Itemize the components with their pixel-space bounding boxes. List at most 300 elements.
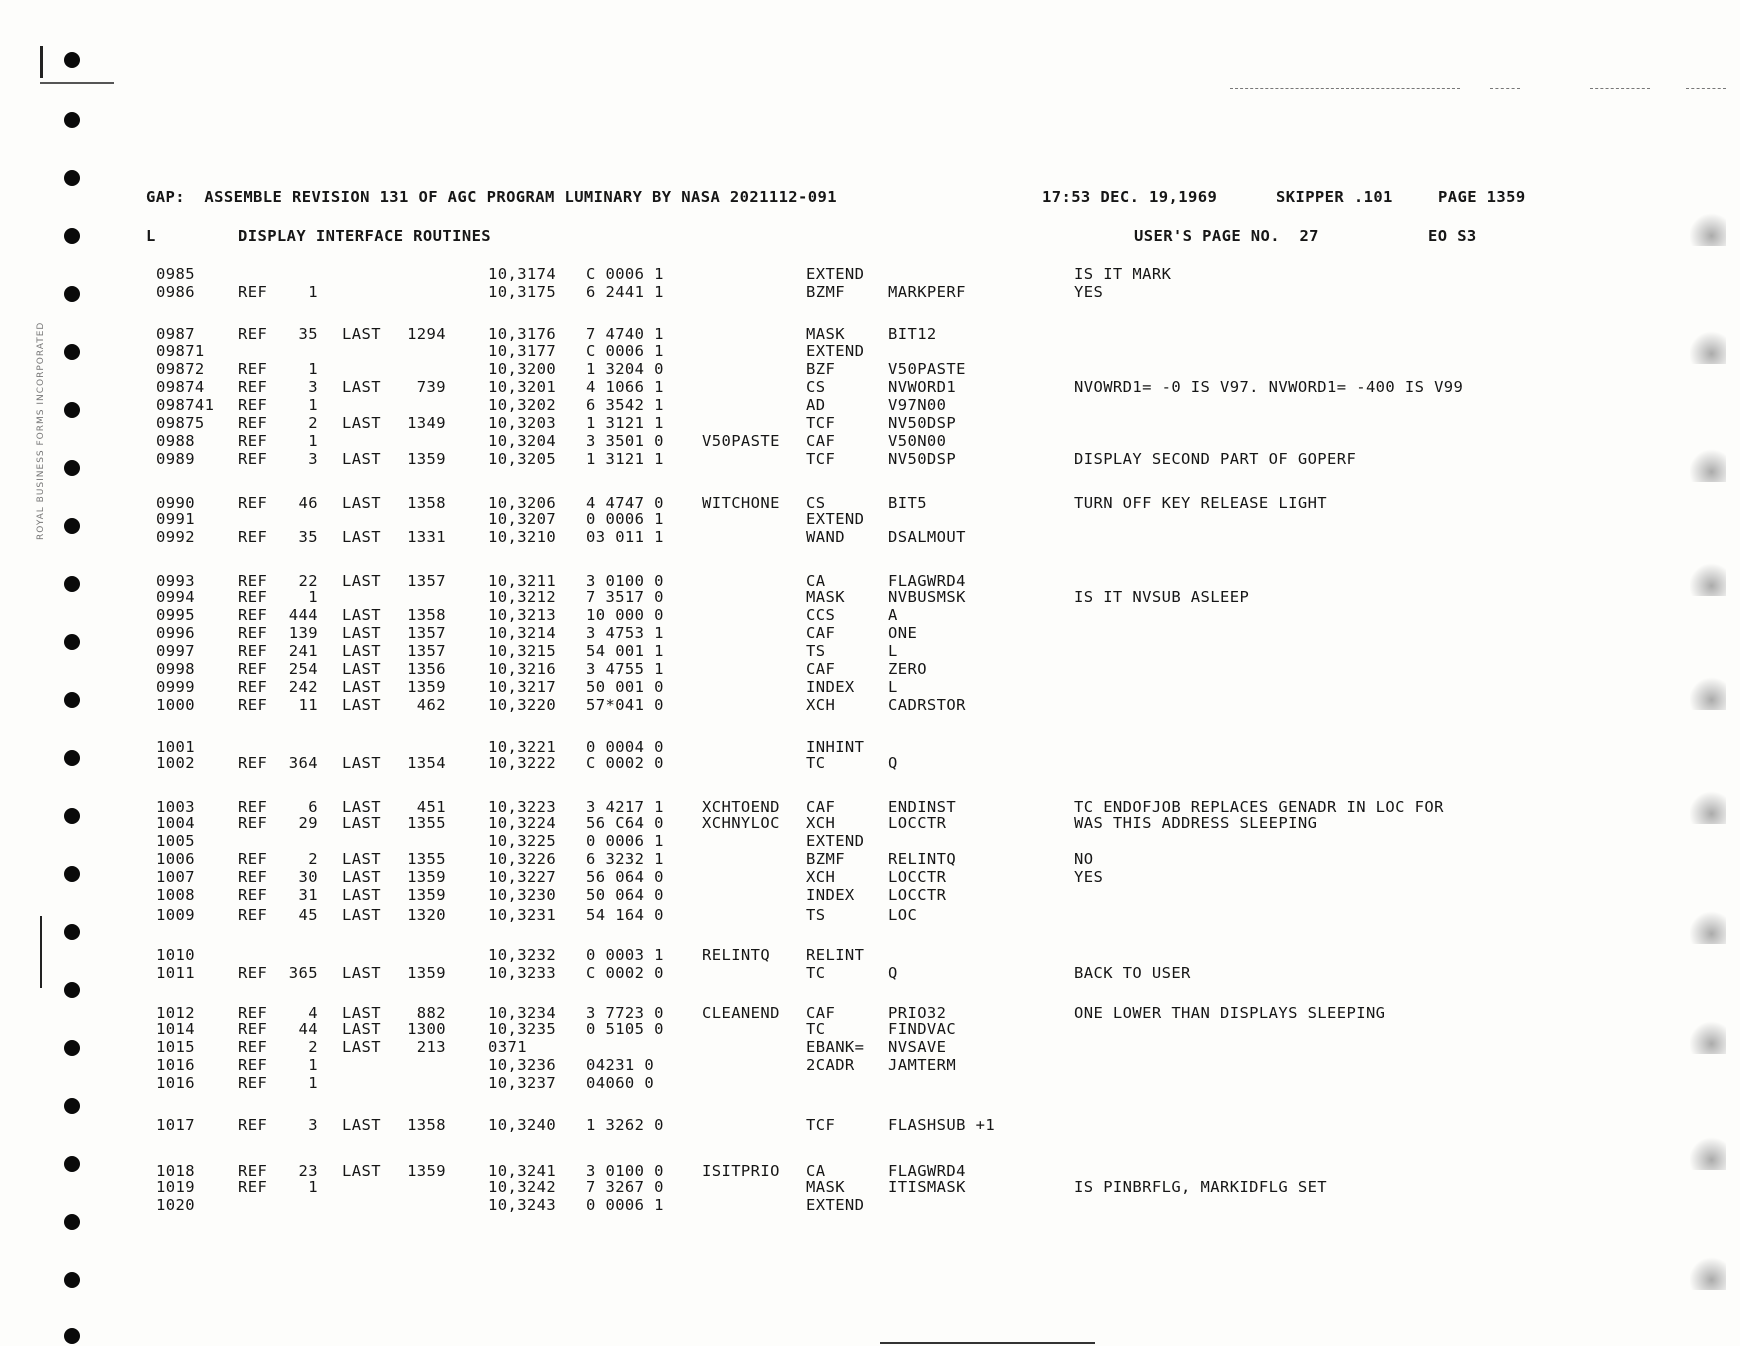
- listing-cell-ref: REF: [238, 696, 268, 714]
- listing-cell-n: 1020: [156, 1196, 195, 1214]
- listing-cell-arg: BIT5: [888, 494, 927, 512]
- listing-cell-code: 50 064 0: [586, 886, 664, 904]
- listing-cell-addr: 10,3234: [488, 1004, 557, 1022]
- listing-cell-last: LAST: [342, 696, 381, 714]
- listing-cell-last: LAST: [342, 528, 381, 546]
- listing-cell-label: XCHNYLOC: [702, 814, 780, 832]
- listing-cell-op: CS: [806, 494, 826, 512]
- listing-cell-code: 04231 0: [586, 1056, 655, 1074]
- listing-cell-ref: REF: [238, 1116, 268, 1134]
- listing-cell-cnt: 45: [298, 906, 318, 924]
- listing-cell-arg: LOCCTR: [888, 868, 947, 886]
- listing-cell-op: TC: [806, 754, 826, 772]
- listing-cell-cnt: 1: [308, 432, 318, 450]
- listing-cell-op: TC: [806, 1020, 826, 1038]
- listing-cell-code: 50 001 0: [586, 678, 664, 696]
- listing-cell-last: LAST: [342, 624, 381, 642]
- feed-hole-icon: [64, 1098, 80, 1114]
- user-page-number: USER'S PAGE NO. 27: [1134, 227, 1319, 245]
- listing-cell-op: CA: [806, 1162, 826, 1180]
- listing-cell-ref: REF: [238, 414, 268, 432]
- smudge-mark: [1690, 448, 1726, 482]
- listing-cell-last: LAST: [342, 494, 381, 512]
- listing-cell-comment: NO: [1074, 850, 1094, 868]
- listing-cell-n: 0987: [156, 325, 195, 343]
- listing-cell-addr: 10,3213: [488, 606, 557, 624]
- feed-hole-icon: [64, 924, 80, 940]
- listing-cell-n: 1003: [156, 798, 195, 816]
- listing-cell-n: 0999: [156, 678, 195, 696]
- listing-cell-last: LAST: [342, 572, 381, 590]
- listing-cell-ref: REF: [238, 642, 268, 660]
- listing-cell-cnt: 1: [308, 1178, 318, 1196]
- smudge-mark: [1690, 676, 1726, 710]
- feed-hole-icon: [64, 1040, 80, 1056]
- listing-cell-cnt: 46: [298, 494, 318, 512]
- listing-cell-lastn: 1358: [407, 606, 446, 624]
- listing-cell-op: EXTEND: [806, 832, 865, 850]
- listing-cell-n: 1011: [156, 964, 195, 982]
- listing-cell-last: LAST: [342, 642, 381, 660]
- listing-cell-code: 4 4747 0: [586, 494, 664, 512]
- listing-cell-ref: REF: [238, 886, 268, 904]
- listing-cell-last: LAST: [342, 1116, 381, 1134]
- top-dash-line: [1590, 88, 1650, 89]
- listing-cell-last: LAST: [342, 1004, 381, 1022]
- listing-cell-ref: REF: [238, 814, 268, 832]
- listing-cell-arg: PRIO32: [888, 1004, 947, 1022]
- listing-cell-n: 0994: [156, 588, 195, 606]
- listing-cell-lastn: 739: [416, 378, 446, 396]
- top-dash-line: [1230, 88, 1460, 89]
- listing-cell-cnt: 254: [288, 660, 318, 678]
- listing-cell-arg: A: [888, 606, 898, 624]
- listing-cell-label: XCHTOEND: [702, 798, 780, 816]
- listing-cell-code: 03 011 1: [586, 528, 664, 546]
- top-dash-line: [1686, 88, 1726, 89]
- listing-cell-arg: ITISMASK: [888, 1178, 966, 1196]
- listing-cell-addr: 10,3224: [488, 814, 557, 832]
- listing-cell-arg: ZERO: [888, 660, 927, 678]
- listing-cell-n: 0989: [156, 450, 195, 468]
- listing-cell-addr: 10,3222: [488, 754, 557, 772]
- listing-cell-addr: 10,3203: [488, 414, 557, 432]
- listing-cell-lastn: 1357: [407, 572, 446, 590]
- listing-cell-code: 7 3517 0: [586, 588, 664, 606]
- listing-cell-addr: 10,3230: [488, 886, 557, 904]
- listing-cell-op: WAND: [806, 528, 845, 546]
- listing-cell-code: 1 3262 0: [586, 1116, 664, 1134]
- listing-cell-ref: REF: [238, 396, 268, 414]
- feed-hole-icon: [64, 866, 80, 882]
- smudge-mark: [1690, 910, 1726, 944]
- listing-cell-arg: ONE: [888, 624, 918, 642]
- listing-cell-cnt: 31: [298, 886, 318, 904]
- listing-cell-last: LAST: [342, 378, 381, 396]
- listing-cell-last: LAST: [342, 1020, 381, 1038]
- listing-cell-label: ISITPRIO: [702, 1162, 780, 1180]
- feed-hole-icon: [64, 52, 80, 68]
- listing-cell-lastn: 1349: [407, 414, 446, 432]
- listing-title: GAP: ASSEMBLE REVISION 131 OF AGC PROGRAM LUMINARY BY NASA 2021112-091: [146, 188, 837, 206]
- section-title: DISPLAY INTERFACE ROUTINES: [238, 227, 492, 245]
- feed-hole-icon: [64, 518, 80, 534]
- listing-cell-op: CS: [806, 378, 826, 396]
- listing-cell-addr: 10,3200: [488, 360, 557, 378]
- listing-cell-code: 3 3501 0: [586, 432, 664, 450]
- listing-cell-arg: LOCCTR: [888, 814, 947, 832]
- listing-cell-arg: JAMTERM: [888, 1056, 957, 1074]
- listing-cell-lastn: 451: [416, 798, 446, 816]
- listing-cell-cnt: 3: [308, 378, 318, 396]
- listing-cell-cnt: 3: [308, 1116, 318, 1134]
- listing-cell-code: 0 0006 1: [586, 832, 664, 850]
- listing-cell-last: LAST: [342, 798, 381, 816]
- listing-cell-addr: 10,3232: [488, 946, 557, 964]
- listing-cell-cnt: 1: [308, 1056, 318, 1074]
- listing-cell-op: CCS: [806, 606, 836, 624]
- listing-cell-addr: 10,3207: [488, 510, 557, 528]
- listing-cell-arg: NV50DSP: [888, 414, 957, 432]
- listing-cell-ref: REF: [238, 528, 268, 546]
- listing-cell-comment: NVOWRD1= -0 IS V97. NVWORD1= -400 IS V99: [1074, 378, 1464, 396]
- listing-cell-comment: YES: [1074, 283, 1104, 301]
- listing-cell-cnt: 35: [298, 528, 318, 546]
- listing-cell-n: 0993: [156, 572, 195, 590]
- listing-cell-op: TS: [806, 906, 826, 924]
- listing-cell-ref: REF: [238, 432, 268, 450]
- feed-hole-icon: [64, 576, 80, 592]
- listing-cell-code: C 0002 0: [586, 964, 664, 982]
- listing-cell-lastn: 1359: [407, 868, 446, 886]
- listing-cell-last: LAST: [342, 906, 381, 924]
- listing-cell-code: 7 4740 1: [586, 325, 664, 343]
- listing-cell-code: 04060 0: [586, 1074, 655, 1092]
- listing-cell-comment: ONE LOWER THAN DISPLAYS SLEEPING: [1074, 1004, 1386, 1022]
- listing-cell-ref: REF: [238, 1038, 268, 1056]
- listing-cell-op: CAF: [806, 1004, 836, 1022]
- listing-cell-n: 1004: [156, 814, 195, 832]
- listing-cell-arg: FLAGWRD4: [888, 572, 966, 590]
- listing-cell-n: 1000: [156, 696, 195, 714]
- listing-cell-n: 1016: [156, 1056, 195, 1074]
- listing-cell-code: 4 1066 1: [586, 378, 664, 396]
- listing-cell-cnt: 35: [298, 325, 318, 343]
- listing-cell-n: 0996: [156, 624, 195, 642]
- listing-cell-code: 3 0100 0: [586, 572, 664, 590]
- listing-cell-cnt: 1: [308, 360, 318, 378]
- listing-cell-n: 0992: [156, 528, 195, 546]
- listing-timestamp: 17:53 DEC. 19,1969: [1042, 188, 1218, 206]
- listing-cell-op: CAF: [806, 660, 836, 678]
- listing-cell-n: 1010: [156, 946, 195, 964]
- listing-cell-comment: YES: [1074, 868, 1104, 886]
- listing-cell-arg: FLAGWRD4: [888, 1162, 966, 1180]
- listing-cell-lastn: 1354: [407, 754, 446, 772]
- listing-cell-addr: 10,3225: [488, 832, 557, 850]
- listing-cell-op: CAF: [806, 798, 836, 816]
- feed-hole-icon: [64, 808, 80, 824]
- smudge-mark: [1690, 1136, 1726, 1170]
- listing-cell-lastn: 1294: [407, 325, 446, 343]
- listing-cell-code: C 0002 0: [586, 754, 664, 772]
- feed-hole-icon: [64, 286, 80, 302]
- listing-cell-arg: MARKPERF: [888, 283, 966, 301]
- listing-cell-code: 56 C64 0: [586, 814, 664, 832]
- listing-cell-cnt: 1: [308, 1074, 318, 1092]
- listing-cell-comment: TC ENDOFJOB REPLACES GENADR IN LOC FOR: [1074, 798, 1444, 816]
- listing-cell-op: INDEX: [806, 886, 855, 904]
- listing-cell-ref: REF: [238, 678, 268, 696]
- listing-cell-addr: 10,3212: [488, 588, 557, 606]
- feed-hole-icon: [64, 1328, 80, 1344]
- listing-cell-n: 0998: [156, 660, 195, 678]
- listing-cell-ref: REF: [238, 1056, 268, 1074]
- listing-cell-ref: REF: [238, 1004, 268, 1022]
- margin-rule: [40, 82, 114, 84]
- listing-cell-addr: 10,3210: [488, 528, 557, 546]
- listing-cell-lastn: 1320: [407, 906, 446, 924]
- listing-cell-op: BZMF: [806, 283, 845, 301]
- listing-cell-ref: REF: [238, 906, 268, 924]
- listing-cell-code: C 0006 1: [586, 342, 664, 360]
- listing-cell-arg: CADRSTOR: [888, 696, 966, 714]
- listing-cell-lastn: 1300: [407, 1020, 446, 1038]
- listing-cell-addr: 10,3175: [488, 283, 557, 301]
- smudge-mark: [1690, 562, 1726, 596]
- listing-cell-addr: 10,3215: [488, 642, 557, 660]
- eo-marker: EO S3: [1428, 227, 1477, 245]
- listing-cell-code: 56 064 0: [586, 868, 664, 886]
- listing-cell-lastn: 1358: [407, 1116, 446, 1134]
- listing-cell-cnt: 23: [298, 1162, 318, 1180]
- listing-cell-addr: 10,3241: [488, 1162, 557, 1180]
- listing-cell-op: EXTEND: [806, 1196, 865, 1214]
- listing-skipper: SKIPPER .101: [1276, 188, 1393, 206]
- listing-cell-lastn: 1359: [407, 450, 446, 468]
- listing-cell-cnt: 29: [298, 814, 318, 832]
- listing-cell-arg: L: [888, 642, 898, 660]
- smudge-mark: [1690, 212, 1726, 246]
- listing-cell-cnt: 11: [298, 696, 318, 714]
- listing-cell-op: INHINT: [806, 738, 865, 756]
- listing-cell-cnt: 22: [298, 572, 318, 590]
- listing-cell-addr: 10,3205: [488, 450, 557, 468]
- listing-cell-code: 7 3267 0: [586, 1178, 664, 1196]
- listing-cell-n: 1007: [156, 868, 195, 886]
- listing-cell-n: 0986: [156, 283, 195, 301]
- listing-cell-op: MASK: [806, 588, 845, 606]
- listing-cell-ref: REF: [238, 1162, 268, 1180]
- listing-cell-arg: NVWORD1: [888, 378, 957, 396]
- listing-cell-lastn: 1359: [407, 886, 446, 904]
- feed-hole-icon: [64, 634, 80, 650]
- left-edge-mark: [40, 916, 42, 988]
- listing-cell-lastn: 1359: [407, 964, 446, 982]
- listing-cell-code: 54 164 0: [586, 906, 664, 924]
- listing-cell-comment: DISPLAY SECOND PART OF GOPERF: [1074, 450, 1357, 468]
- feed-hole-icon: [64, 1214, 80, 1230]
- listing-cell-lastn: 1331: [407, 528, 446, 546]
- listing-cell-ref: REF: [238, 572, 268, 590]
- listing-cell-op: XCH: [806, 814, 836, 832]
- listing-cell-n: 0985: [156, 265, 195, 283]
- listing-cell-last: LAST: [342, 850, 381, 868]
- listing-cell-cnt: 3: [308, 450, 318, 468]
- listing-cell-addr: 10,3227: [488, 868, 557, 886]
- listing-cell-lastn: 1359: [407, 1162, 446, 1180]
- smudge-mark: [1690, 330, 1726, 364]
- listing-cell-label: WITCHONE: [702, 494, 780, 512]
- listing-cell-cnt: 44: [298, 1020, 318, 1038]
- listing-cell-code: 1 3121 1: [586, 414, 664, 432]
- listing-cell-addr: 10,3223: [488, 798, 557, 816]
- listing-cell-op: EBANK=: [806, 1038, 865, 1056]
- listing-cell-code: 6 3542 1: [586, 396, 664, 414]
- listing-page-number: PAGE 1359: [1438, 188, 1526, 206]
- listing-cell-n: 1015: [156, 1038, 195, 1056]
- listing-cell-cnt: 444: [288, 606, 318, 624]
- smudge-mark: [1690, 1020, 1726, 1054]
- listing-cell-last: LAST: [342, 678, 381, 696]
- listing-cell-addr: 10,3176: [488, 325, 557, 343]
- listing-cell-op: TCF: [806, 1116, 836, 1134]
- listing-cell-n: 1019: [156, 1178, 195, 1196]
- listing-cell-cnt: 30: [298, 868, 318, 886]
- listing-cell-n: 1017: [156, 1116, 195, 1134]
- listing-cell-ref: REF: [238, 1020, 268, 1038]
- listing-cell-last: LAST: [342, 1038, 381, 1056]
- feed-hole-icon: [64, 1156, 80, 1172]
- listing-cell-op: 2CADR: [806, 1056, 855, 1074]
- listing-cell-cnt: 364: [288, 754, 318, 772]
- smudge-mark: [1690, 790, 1726, 824]
- listing-cell-addr: 10,3216: [488, 660, 557, 678]
- listing-cell-ref: REF: [238, 798, 268, 816]
- listing-cell-ref: REF: [238, 624, 268, 642]
- listing-cell-ref: REF: [238, 360, 268, 378]
- listing-cell-lastn: 1357: [407, 642, 446, 660]
- listing-cell-comment: BACK TO USER: [1074, 964, 1191, 982]
- listing-cell-op: TCF: [806, 414, 836, 432]
- listing-cell-code: 3 0100 0: [586, 1162, 664, 1180]
- listing-cell-op: EXTEND: [806, 265, 865, 283]
- listing-cell-ref: REF: [238, 450, 268, 468]
- listing-cell-addr: 10,3237: [488, 1074, 557, 1092]
- listing-cell-ref: REF: [238, 868, 268, 886]
- listing-cell-op: CA: [806, 572, 826, 590]
- listing-cell-ref: REF: [238, 1074, 268, 1092]
- listing-cell-addr: 10,3226: [488, 850, 557, 868]
- margin-text: ROYAL BUSINESS FORMS INCORPORATED: [36, 321, 46, 540]
- listing-cell-n: 1009: [156, 906, 195, 924]
- listing-cell-arg: NVBUSMSK: [888, 588, 966, 606]
- listing-cell-arg: LOCCTR: [888, 886, 947, 904]
- listing-cell-last: LAST: [342, 886, 381, 904]
- listing-cell-addr: 10,3217: [488, 678, 557, 696]
- listing-cell-addr: 10,3242: [488, 1178, 557, 1196]
- listing-cell-cnt: 241: [288, 642, 318, 660]
- listing-cell-arg: NVSAVE: [888, 1038, 947, 1056]
- listing-cell-op: CAF: [806, 624, 836, 642]
- listing-cell-ref: REF: [238, 325, 268, 343]
- listing-cell-n: 1006: [156, 850, 195, 868]
- listing-cell-addr: 10,3214: [488, 624, 557, 642]
- listing-cell-n: 0988: [156, 432, 195, 450]
- listing-cell-op: EXTEND: [806, 342, 865, 360]
- listing-cell-addr: 10,3240: [488, 1116, 557, 1134]
- listing-cell-lastn: 213: [416, 1038, 446, 1056]
- listing-cell-op: CAF: [806, 432, 836, 450]
- listing-cell-cnt: 365: [288, 964, 318, 982]
- feed-hole-icon: [64, 170, 80, 186]
- listing-cell-label: RELINTQ: [702, 946, 771, 964]
- feed-hole-icon: [64, 228, 80, 244]
- smudge-mark: [1690, 1256, 1726, 1290]
- listing-cell-code: 3 4753 1: [586, 624, 664, 642]
- feed-hole-icon: [64, 1272, 80, 1288]
- listing-cell-ref: REF: [238, 754, 268, 772]
- listing-cell-addr: 10,3204: [488, 432, 557, 450]
- listing-cell-cnt: 242: [288, 678, 318, 696]
- listing-cell-n: 1018: [156, 1162, 195, 1180]
- listing-cell-ref: REF: [238, 588, 268, 606]
- listing-cell-cnt: 139: [288, 624, 318, 642]
- listing-cell-addr: 10,3233: [488, 964, 557, 982]
- listing-cell-comment: IS IT MARK: [1074, 265, 1172, 283]
- listing-cell-last: LAST: [342, 814, 381, 832]
- listing-cell-op: EXTEND: [806, 510, 865, 528]
- listing-cell-last: LAST: [342, 754, 381, 772]
- listing-cell-last: LAST: [342, 1162, 381, 1180]
- listing-cell-addr: 10,3211: [488, 572, 557, 590]
- listing-cell-arg: L: [888, 678, 898, 696]
- listing-cell-lastn: 1358: [407, 494, 446, 512]
- listing-cell-last: LAST: [342, 325, 381, 343]
- listing-cell-n: 1005: [156, 832, 195, 850]
- listing-cell-n: 1016: [156, 1074, 195, 1092]
- listing-cell-addr: 10,3243: [488, 1196, 557, 1214]
- listing-cell-last: LAST: [342, 414, 381, 432]
- listing-cell-ref: REF: [238, 494, 268, 512]
- listing-cell-ref: REF: [238, 378, 268, 396]
- listing-cell-arg: V50N00: [888, 432, 947, 450]
- listing-cell-cnt: 6: [308, 798, 318, 816]
- listing-cell-op: AD: [806, 396, 826, 414]
- listing-cell-op: MASK: [806, 325, 845, 343]
- listing-cell-op: BZMF: [806, 850, 845, 868]
- listing-cell-code: 0 5105 0: [586, 1020, 664, 1038]
- listing-cell-cnt: 2: [308, 414, 318, 432]
- listing-cell-lastn: 1359: [407, 678, 446, 696]
- listing-cell-last: LAST: [342, 450, 381, 468]
- listing-cell-code: 6 3232 1: [586, 850, 664, 868]
- listing-cell-code: 54 001 1: [586, 642, 664, 660]
- listing-cell-lastn: 882: [416, 1004, 446, 1022]
- listing-cell-last: LAST: [342, 868, 381, 886]
- listing-cell-op: INDEX: [806, 678, 855, 696]
- listing-cell-ref: REF: [238, 964, 268, 982]
- listing-cell-code: 3 4755 1: [586, 660, 664, 678]
- listing-cell-arg: V97N00: [888, 396, 947, 414]
- bottom-rule: [880, 1342, 1095, 1344]
- listing-cell-addr: 0371: [488, 1038, 527, 1056]
- listing-cell-arg: V50PASTE: [888, 360, 966, 378]
- listing-cell-comment: TURN OFF KEY RELEASE LIGHT: [1074, 494, 1328, 512]
- listing-cell-code: 10 000 0: [586, 606, 664, 624]
- listing-cell-op: TC: [806, 964, 826, 982]
- listing-cell-n: 0990: [156, 494, 195, 512]
